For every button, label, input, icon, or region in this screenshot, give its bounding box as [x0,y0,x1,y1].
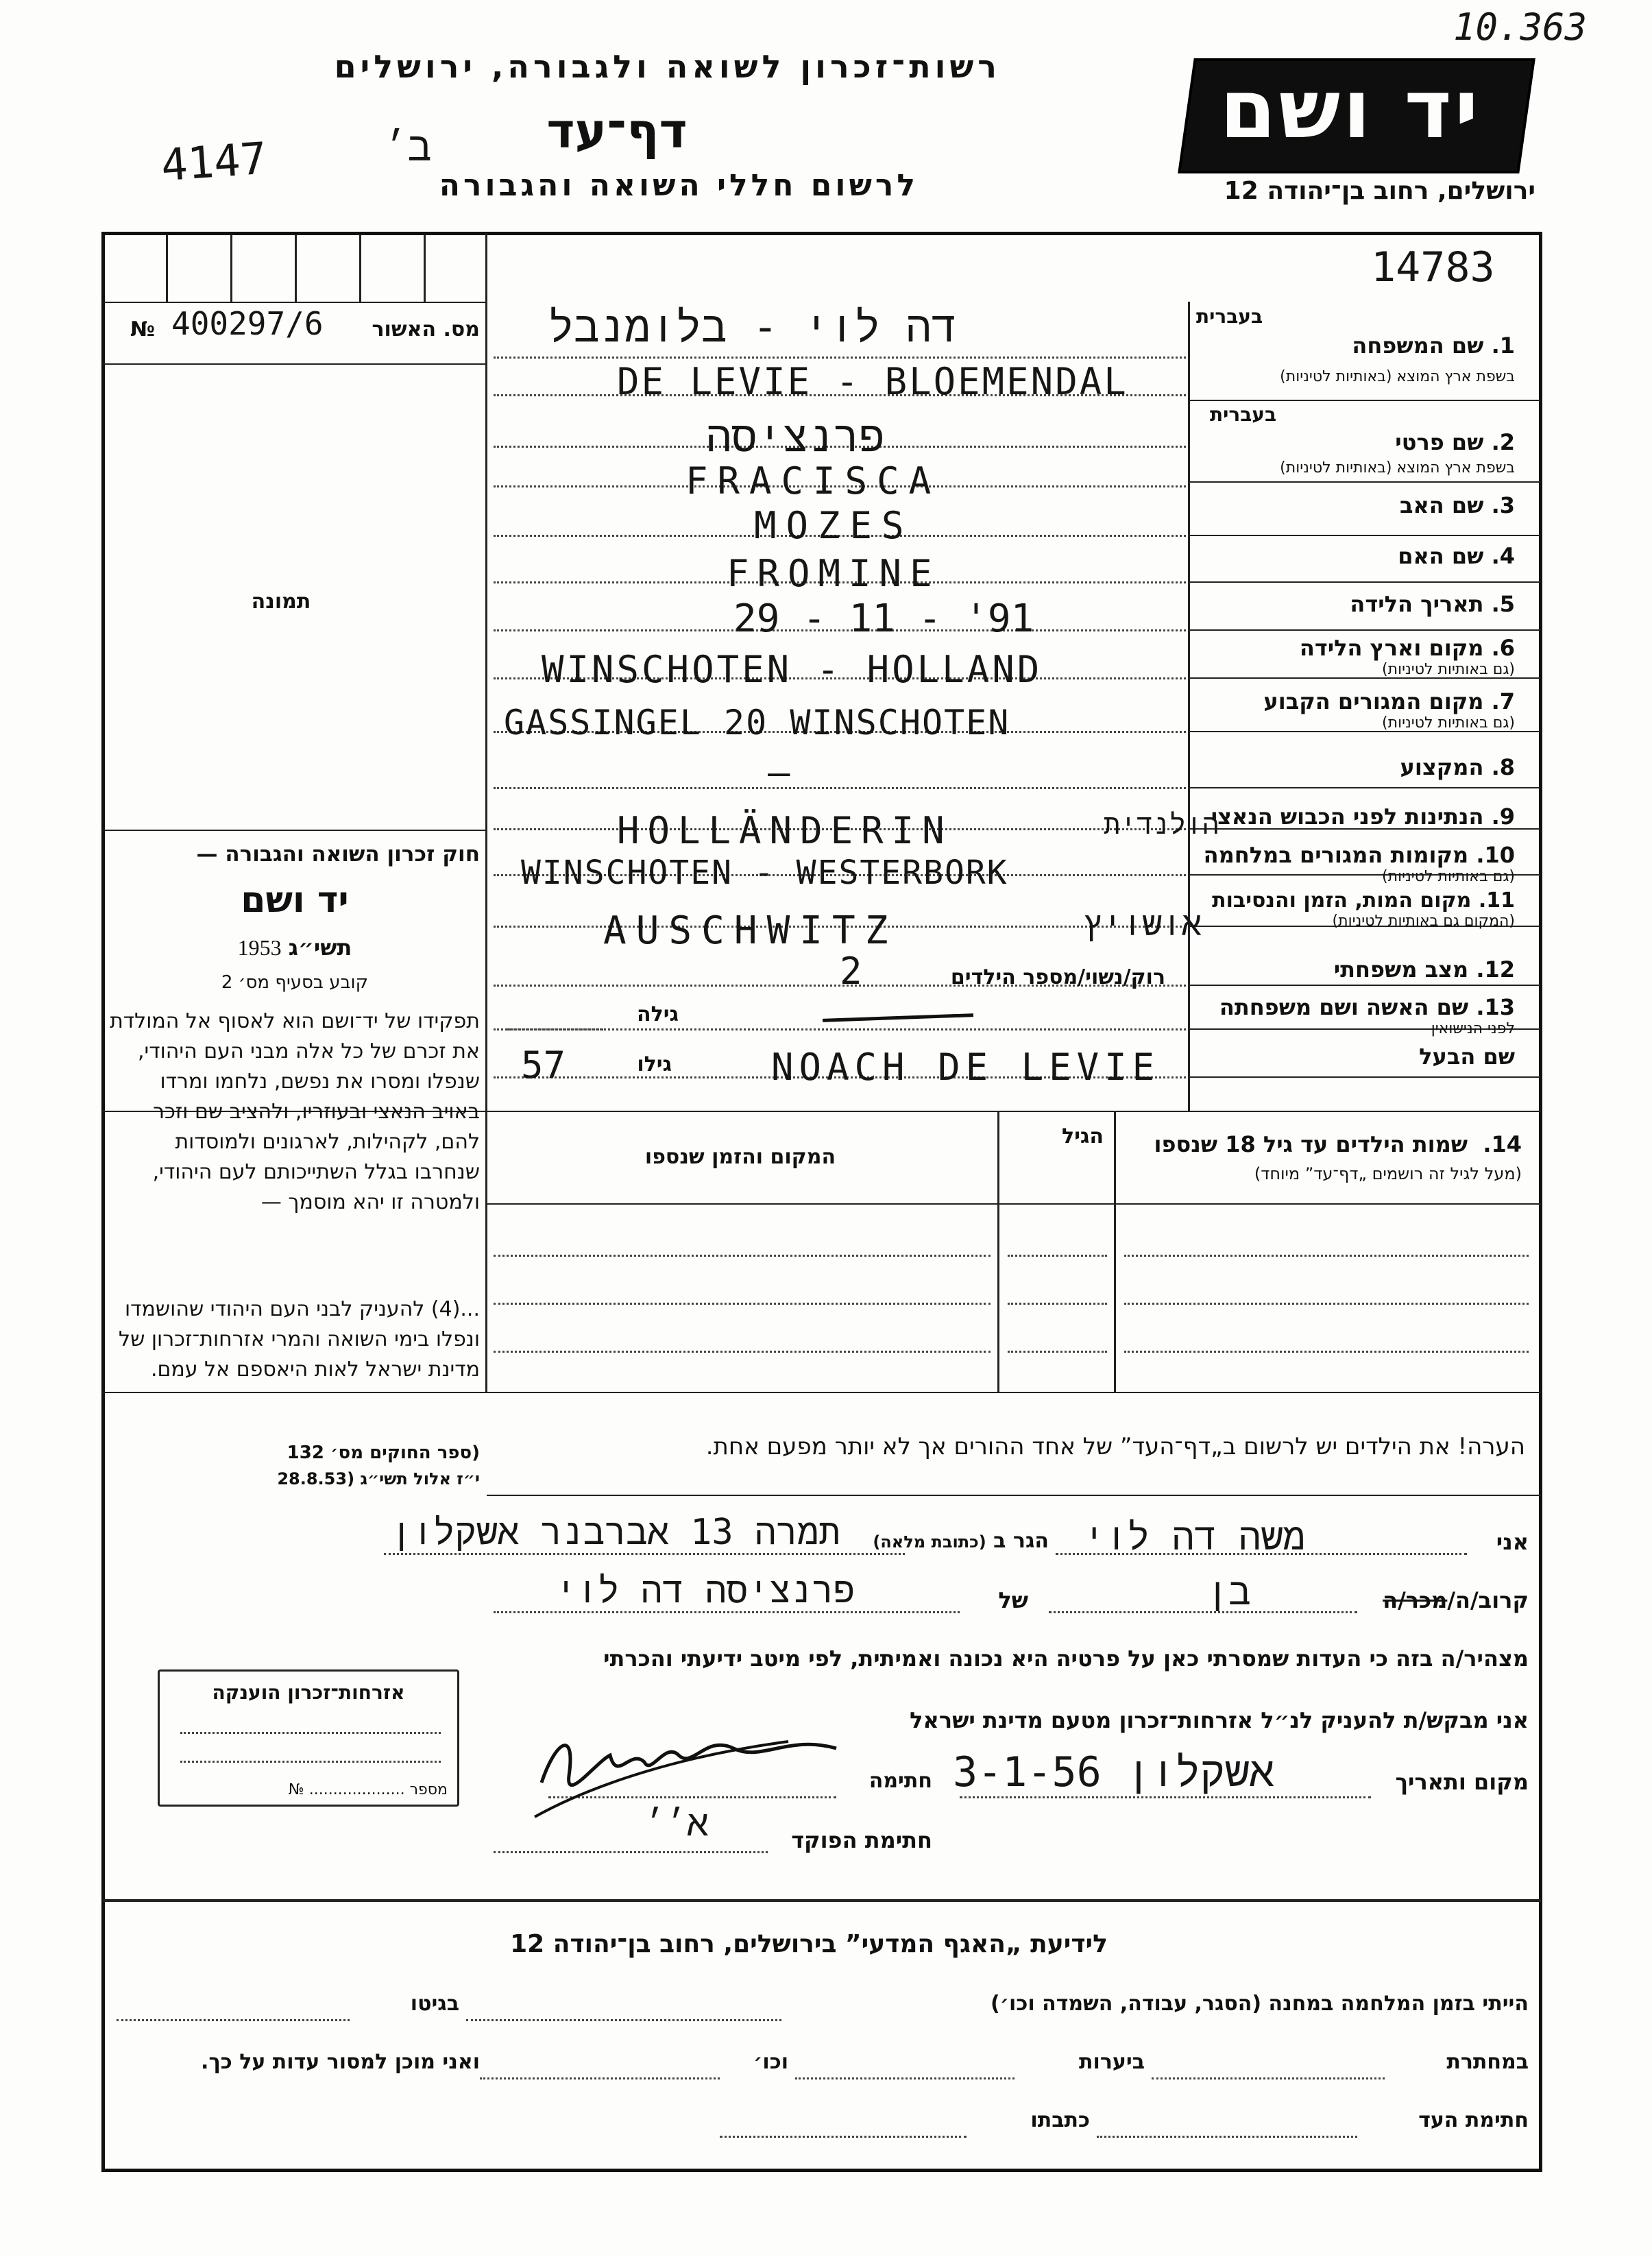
place-of-death-hebrew-value: אושויץ [1083,905,1202,943]
father-name-value: MOZES [754,504,914,547]
relation-label: קרוב/ה/מכר/ה [1383,1587,1529,1613]
declaration-ani: אני [1496,1529,1529,1555]
field-father-name: 3. שם האב [1399,492,1515,518]
mother-name-value: FROMINE [727,552,940,595]
field-first-name: בעברית 2. שם פרטי בשפת ארץ המוצא (באותיות לטיניות) [1210,403,1515,477]
relation-value: בן [1206,1570,1251,1613]
law-year: תשי״ג 1953 [237,934,352,961]
archive-number: 10.363 [1453,5,1588,49]
field-marital-status: 12. מצב משפחתי [1333,956,1515,982]
of-value: פרנציסה דה לוי [555,1570,855,1611]
officer-mark: א׳׳ [644,1803,709,1844]
org-address: ירושלים, רחוב בן־יהודה 12 [1224,177,1535,205]
code-boxes [103,234,487,303]
law-date: י״ז אלול תשי״ג (28.8.53 [277,1469,480,1488]
declaration-statement: מצהיר/ה בזה כי העדות שמסרתי כאן על פרטיה היא נכונה ואמיתית, לפי מיטב ידיעתי והכרתי [603,1645,1529,1672]
wife-age-label: גילה [637,1002,679,1026]
occupation-value: — [768,751,790,794]
field-wartime-residences: 10. מקומות המגורים במלחמה (גם באותיות לטיניות) [1203,842,1515,885]
declaration-dwells: הגר ב (כתובת מלאה) [873,1529,1049,1553]
law-title: חוק זכרון השואה והגבורה — [196,842,480,867]
marital-status-label: רוק/נשוי/מספר הילדים [950,965,1165,989]
law-source: (ספר החוקים מס׳ 132 [287,1443,480,1463]
children-place-header: המקום והזמן שנספו [644,1145,836,1169]
doc-title: דף־עד [546,103,688,159]
declarant-name-value: משה דה לוי [1083,1515,1306,1558]
confirmation-label: מס. האשור [372,317,480,341]
footer-witness-signature: חתימת העד [1418,2108,1529,2132]
place-date-label: מקום ותאריך [1395,1769,1529,1795]
declarant-address-value: תמרה 13 אברבנר אשקלון [391,1512,840,1553]
handwritten-mark: ב׳ [384,123,432,170]
stamp-title: אזרחות־זכרון הוענקה [212,1681,405,1704]
footer-title: לידיעת „האגף המדעי” בירושלים, רחוב בן־יהודה 12 [510,1930,1108,1958]
field-nationality: 9. הנתינות לפני הכבוש הנאצי [1211,804,1515,830]
family-name-hebrew-value: דה לוי - בלומנבל [548,302,957,352]
handwritten-file-number: 4147 [159,133,269,192]
nationality-hebrew-value: הולנדית [1104,809,1219,841]
photo-label: תמונה [251,590,311,614]
footer-etc: וכו׳ [753,2050,788,2074]
field-mother-name: 4. שם האם [1398,543,1515,569]
husband-name-value: NOACH DE LEVIE [771,1046,1161,1089]
children-age-header: הגיל [1062,1124,1104,1148]
confirmation-number [117,305,480,353]
signature-label: חתימה [868,1769,932,1793]
birth-date-value: 29 - 11 - '91 [733,596,1034,641]
nationality-value: HOLLÄNDERIN [617,809,953,852]
stamp-number-label: מספר .................... № [288,1781,448,1798]
note: הערה! את הילדים יש לרשום ב„דף־העד” של אחד ההורים אך לא יותר מפעם אחת. [705,1433,1525,1460]
family-name-value: DE LEVIE - BLOEMENDAL [617,360,1128,403]
first-name-hebrew-value: פרנציסה [706,411,885,461]
field-family-name: בעברית 1. שם המשפחה בשפת ארץ המוצא (באותיות לטיניות) [1196,305,1515,385]
law-name: יד ושם [241,880,349,921]
wartime-residences-value: WINSCHOTEN - WESTERBORK [521,854,1008,892]
officer-signature-label: חתימת הפוקד [791,1827,932,1853]
law-panel [110,842,480,1514]
footer-testimony: ואני מוכן למסור עדות על כך. [201,2050,480,2074]
field-birth-place: 6. מקום וארץ הלידה (גם באותיות לטיניות) [1299,635,1515,678]
law-text-1: תפקידו של יד־ושם הוא לאסוף אל המולדת את זכרם של כל אלה מבני העם היהודי, שנפלו ומסרו את נפשם, נלחמו ומרדו באויב הנאצי ובעוזריו, ולהציב שם וזכר להם, לקהילות, לארגונים ולמוסדות שנחרבו בגלל השתייכותם לעם היהודי, ולמטרה זו יהא מוסמך — [110,1009,480,1214]
place-of-death-value: AUSCHWITZ [603,908,898,953]
birth-place-value: WINSCHOTEN - HOLLAND [542,648,1043,691]
logo-text: יד ושם [1219,62,1481,156]
law-clause: קובע בסעיף מס׳ 2 [221,972,369,993]
citizenship-stamp-box [158,1669,459,1807]
field-permanent-residence: 7. מקום המגורים הקבוע (גם באותיות לטיניות) [1263,688,1515,732]
first-name-value: FRACISCA [685,459,941,503]
law-text-2: ...(4) להעניק לבני העם היהודי שהושמדו ונפלו בימי השואה והמרי אזרחות־זכרון של מדינת ישראל לאות היאספם אל עמם. [119,1297,480,1382]
permanent-residence-value: GASSINGEL 20 WINSCHOTEN [504,703,1010,743]
husband-age-value: 57 [521,1044,566,1087]
field-wife-name: 13. שם האשה ושם משפחתה לפני הנישואין [1219,994,1515,1037]
field-place-of-death: 11. מקום המות, הזמן והנסיבות (המקום גם באותיות לטיניות) [1212,889,1515,930]
doc-subtitle: לרשום חללי השואה והגבורה [439,168,919,203]
footer-camp-line: הייתי בזמן המלחמה במחנה (הסגר, עבודה, השמדה וכו׳) [991,1992,1529,2016]
children-count-value: 2 [840,950,862,993]
field-husband-name: שם הבעל [1419,1044,1515,1070]
field-birth-date: 5. תאריך הלידה [1350,591,1515,617]
place-date-value: אשקלון 3-1-56 [953,1748,1274,1796]
footer-forests: ביערות [1079,2050,1145,2074]
footer-underground: במחתרת [1446,2050,1529,2074]
confirmation-no-sign: № [130,317,156,341]
of-label: של [998,1587,1028,1613]
org-title: רשות־זכרון לשואה ולגבורה, ירושלים [334,48,1001,85]
handwritten-registry-number: 14783 [1371,243,1495,291]
field-occupation: 8. המקצוע [1400,754,1515,780]
husband-age-label: גילו [637,1052,672,1076]
declaration-request: אני מבקש/ת להעניק לנ״ל אזרחות־זכרון מטעם מדינת ישראל [910,1707,1529,1733]
footer-ghetto: בגיטו [410,1992,459,2016]
footer-address-label: כתבתו [1030,2108,1090,2132]
confirmation-value: 400297/6 [171,305,324,342]
children-header: 14. שמות הילדים עד גיל 18 שנספו (מעל לגיל זה רושמים „דף־עד” מיוחד) [1154,1131,1522,1183]
